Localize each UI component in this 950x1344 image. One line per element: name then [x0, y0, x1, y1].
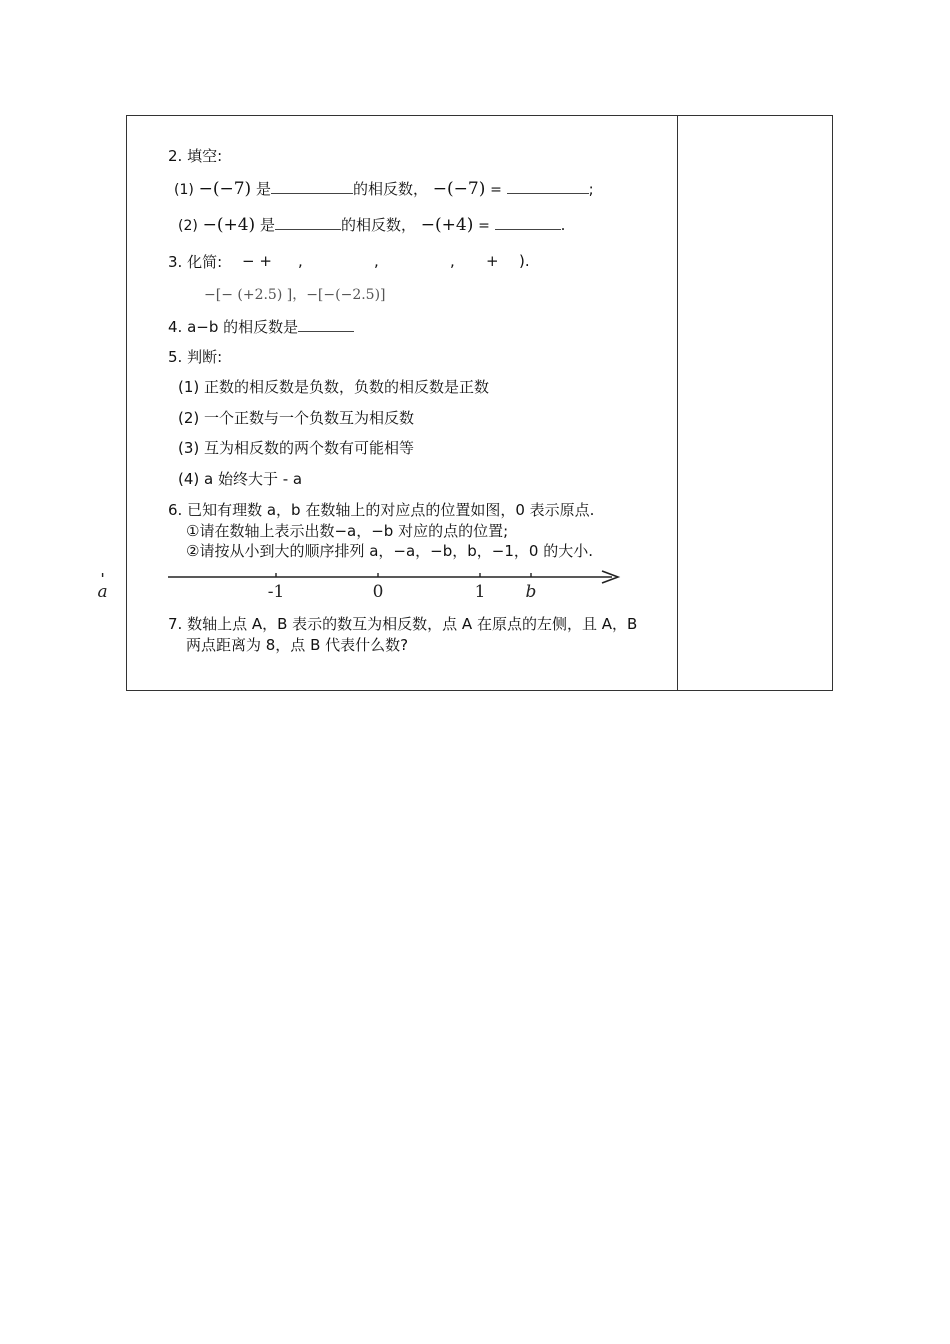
q6-line3: ②请按从小到大的顺序排列 a，−a，−b，b，−1，0 的大小. [186, 542, 593, 560]
q4-label: 4. a−b 的相反数是 [168, 318, 299, 336]
q2-title: 2. 填空: [168, 147, 223, 165]
number-line-figure [97, 564, 630, 604]
q6-line2: ①请在数轴上表示出数−a，−b 对应的点的位置; [186, 522, 509, 540]
q2-p1-blank2[interactable] [507, 178, 589, 194]
q7-line2: 两点距离为 8，点 B 代表什么数? [186, 636, 409, 654]
q2-part1 [174, 178, 594, 200]
q2-p2-blank2[interactable] [495, 214, 561, 230]
number-line-label: 0 [372, 582, 384, 602]
number-line-label: a [97, 582, 108, 602]
q4-blank[interactable] [298, 316, 354, 332]
column-divider [677, 116, 678, 690]
q5-title: 5. 判断: [168, 348, 223, 366]
q2-p1-blank1[interactable] [271, 178, 353, 194]
q2-part2 [178, 214, 565, 236]
q2-p2-num: (2) [178, 218, 198, 234]
q2-p2-mid: 是 [259, 216, 275, 234]
q6-line1: 6. 已知有理数 a，b 在数轴上的对应点的位置如图，0 表示原点. [168, 501, 595, 519]
q3-line2: −[− (+2.5) ]，−[−(−2.5)] [204, 287, 386, 303]
q3-frag3: , [374, 252, 379, 270]
number-line-label: -1 [267, 582, 285, 602]
q4-text [168, 316, 354, 337]
q2-p1-expr2: −(−7) [432, 179, 486, 199]
q2-p1-expr: −(−7) [198, 179, 252, 199]
q3-frag4: , [450, 252, 455, 270]
q3-frag6: ). [519, 252, 530, 270]
q2-p2-end: . [560, 216, 566, 234]
q7-line1: 7. 数轴上点 A，B 表示的数互为相反数，点 A 在原点的左侧，且 A，B [168, 615, 638, 633]
q3-frag1: − + [242, 252, 272, 270]
q2-p1-eq: = [490, 182, 502, 198]
q2-p2-blank1[interactable] [275, 214, 341, 230]
q2-p2-expr2: −(+4) [420, 215, 474, 235]
q3-frag2: , [298, 252, 303, 270]
q3-frag5: + [486, 252, 499, 270]
q2-p2-eq: = [478, 218, 490, 234]
worksheet-table [126, 115, 833, 691]
q2-p1-end: ; [588, 180, 594, 198]
q2-p1-num: (1) [174, 182, 194, 198]
q5-item-1: (1) 正数的相反数是负数，负数的相反数是正数 [178, 378, 490, 396]
q5-item-2: (2) 一个正数与一个负数互为相反数 [178, 409, 415, 427]
q2-p1-mid: 是 [255, 180, 271, 198]
number-line-label: 1 [474, 582, 486, 602]
q5-item-4: (4) a 始终大于 - a [178, 470, 303, 488]
number-line-label: b [525, 582, 537, 602]
q2-p2-expr: −(+4) [202, 215, 256, 235]
q2-p2-after: 的相反数， [341, 216, 417, 234]
q3-title: 3. 化简: [168, 253, 223, 271]
q2-p1-after: 的相反数， [353, 180, 429, 198]
q5-item-3: (3) 互为相反数的两个数有可能相等 [178, 439, 415, 457]
